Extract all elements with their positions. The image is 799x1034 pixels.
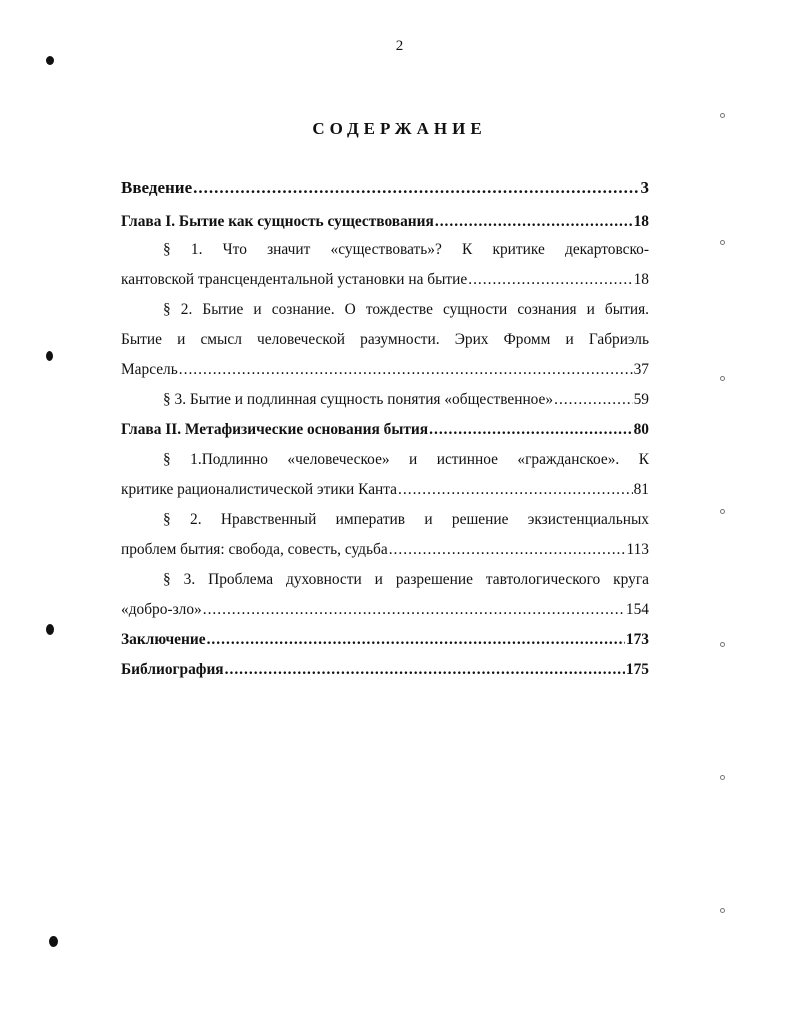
scan-mark: [46, 351, 53, 361]
dot-leader: [554, 390, 633, 410]
entry-title: критике рационалистической этики Канта: [121, 481, 398, 498]
entry-page: 37: [633, 361, 649, 378]
entry-title: кантовской трансцендентальной установки на бытие: [121, 271, 468, 288]
entry-title: Библиография: [121, 661, 224, 678]
entry-2-1-line-1: § 1.Подлинно «человеческое» и истинное «гражданское». К: [163, 451, 649, 468]
scan-speck: [720, 376, 725, 381]
entry-page: 175: [625, 661, 649, 678]
dot-leader: [429, 420, 632, 440]
dot-leader: [207, 630, 625, 650]
entry-page: 154: [625, 601, 649, 618]
entry-2-3-line-1: § 3. Проблема духовности и разрешение тавтологического круга: [163, 571, 649, 588]
entry-1-2-line-2: Бытие и смысл человеческой разумности. Эрих Фромм и Габриэль: [121, 331, 649, 348]
scan-speck: [720, 642, 725, 647]
toc-heading: СОДЕРЖАНИЕ: [312, 119, 487, 138]
toc-entry-conclusion: [121, 630, 649, 650]
entry-page: 18: [633, 271, 649, 288]
entry-page: 18: [633, 213, 649, 230]
page-number: 2: [395, 38, 404, 54]
entry-page: 3: [640, 178, 649, 197]
entry-1-1-line-1: § 1. Что значит «существовать»? К критике декартовско-: [163, 241, 649, 258]
scan-speck: [720, 509, 725, 514]
entry-1-2-line-1: § 2. Бытие и сознание. О тождестве сущности сознания и бытия.: [163, 301, 649, 318]
toc-entry-chapter-1: [121, 212, 649, 232]
dot-leader: [179, 360, 633, 380]
entry-page: 80: [633, 421, 649, 438]
entry-title: Введение: [121, 178, 193, 197]
dot-leader: [398, 480, 633, 500]
entry-title: Марсель: [121, 361, 178, 378]
dot-leader: [468, 270, 632, 290]
dot-leader: [225, 660, 625, 680]
entry-title: Заключение: [121, 631, 206, 648]
toc-entry-section-2-3: [121, 600, 649, 620]
scan-mark: [46, 624, 54, 635]
entry-title: Глава II. Метафизические основания бытия: [121, 421, 429, 438]
dot-leader: [193, 178, 639, 198]
toc-entry-bibliography: [121, 660, 649, 680]
dot-leader: [435, 212, 633, 232]
toc-entry-introduction: [121, 178, 649, 198]
entry-page: 173: [625, 631, 649, 648]
scan-speck: [720, 908, 725, 913]
scan-speck: [720, 240, 725, 245]
scan-mark: [46, 56, 54, 65]
toc-entry-section-1-3: [163, 390, 649, 410]
dot-leader: [389, 540, 626, 560]
toc-entry-section-2-1: [121, 480, 649, 500]
scan-speck: [720, 775, 725, 780]
entry-page: 81: [633, 481, 649, 498]
toc-entry-section-1-2: [121, 360, 649, 380]
entry-title: проблем бытия: свобода, совесть, судьба: [121, 541, 388, 558]
entry-2-2-line-1: § 2. Нравственный императив и решение экзистенциальных: [163, 511, 649, 528]
entry-page: 59: [633, 391, 649, 408]
dot-leader: [203, 600, 625, 620]
entry-title: Глава I. Бытие как сущность существования: [121, 213, 434, 230]
entry-title: § 3. Бытие и подлинная сущность понятия «общественное»: [163, 391, 554, 408]
toc-entry-section-1-1: [121, 270, 649, 290]
toc-entry-section-2-2: [121, 540, 649, 560]
entry-page: 113: [626, 541, 649, 558]
entry-title: «добро-зло»: [121, 601, 202, 618]
toc-entry-chapter-2: [121, 420, 649, 440]
scan-mark: [49, 936, 58, 947]
scan-speck: [720, 113, 725, 118]
